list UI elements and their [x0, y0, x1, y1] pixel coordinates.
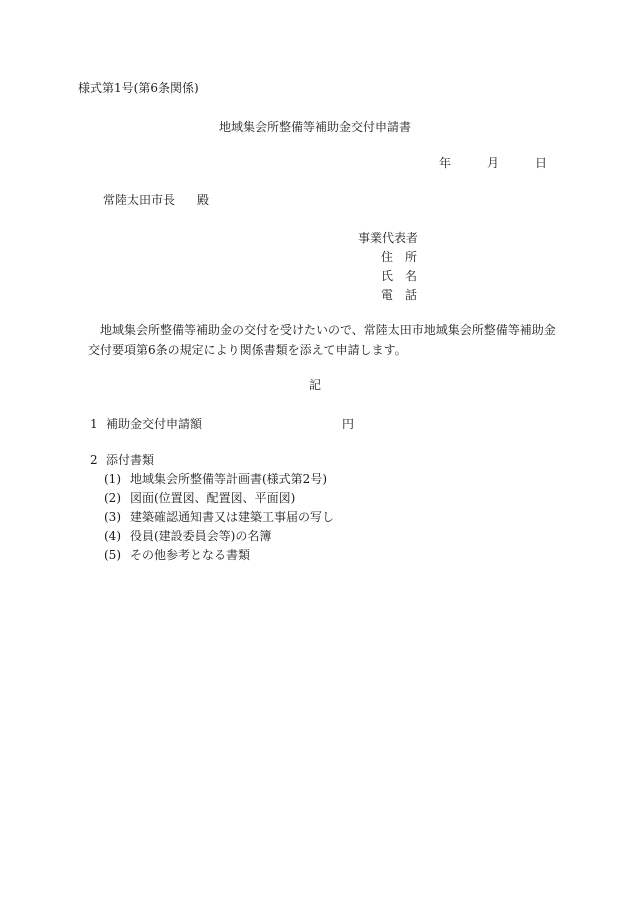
- list-item: (5) その他参考となる書類: [104, 548, 251, 562]
- document-title: 地域集会所整備等補助金交付申請書: [218, 120, 411, 134]
- item-number: 2: [90, 453, 98, 467]
- item-label: 補助金交付申請額: [106, 417, 203, 431]
- list-item: (1) 地域集会所整備等計画書(様式第2号): [104, 472, 327, 486]
- application-statement: [88, 320, 568, 360]
- applicant-address-label: 住 所: [381, 250, 418, 264]
- applicant-block: [358, 229, 418, 305]
- list-item: (3) 建築確認通知書又は建築工事届の写し: [104, 510, 335, 524]
- attachment-list: [104, 470, 334, 565]
- addressee-honorific: 殿: [197, 193, 210, 207]
- applicant-name-label: 氏 名: [381, 269, 418, 283]
- addressee: [103, 192, 209, 208]
- statement-line-2: 交付要項第6条の規定により関係書類を添えて申請します。: [88, 343, 407, 357]
- date-day-label: 日: [535, 156, 548, 170]
- list-item: (2) 図面(位置図、配置図、平面図): [104, 491, 296, 505]
- applicant-phone-label: 電 話: [381, 288, 418, 302]
- date-line: [439, 155, 547, 171]
- item-attachments: [90, 452, 154, 468]
- applicant-heading: 事業代表者: [358, 231, 419, 245]
- item-requested-amount: [90, 416, 355, 432]
- date-year-label: 年: [439, 156, 452, 170]
- date-month-label: 月: [487, 156, 500, 170]
- statement-line-1: 地域集会所整備等補助金の交付を受けたいので、常陸太田市地域集会所整備等補助金: [100, 323, 556, 337]
- addressee-name: 常陸太田市長: [103, 193, 176, 207]
- form-number-label: 様式第1号(第6条関係): [78, 81, 199, 95]
- item-number: 1: [90, 417, 98, 431]
- list-item: (4) 役員(建設委員会等)の名簿: [104, 529, 272, 543]
- ki-heading: 記: [308, 378, 321, 392]
- item-label: 添付書類: [106, 453, 155, 467]
- yen-unit: 円: [342, 417, 355, 431]
